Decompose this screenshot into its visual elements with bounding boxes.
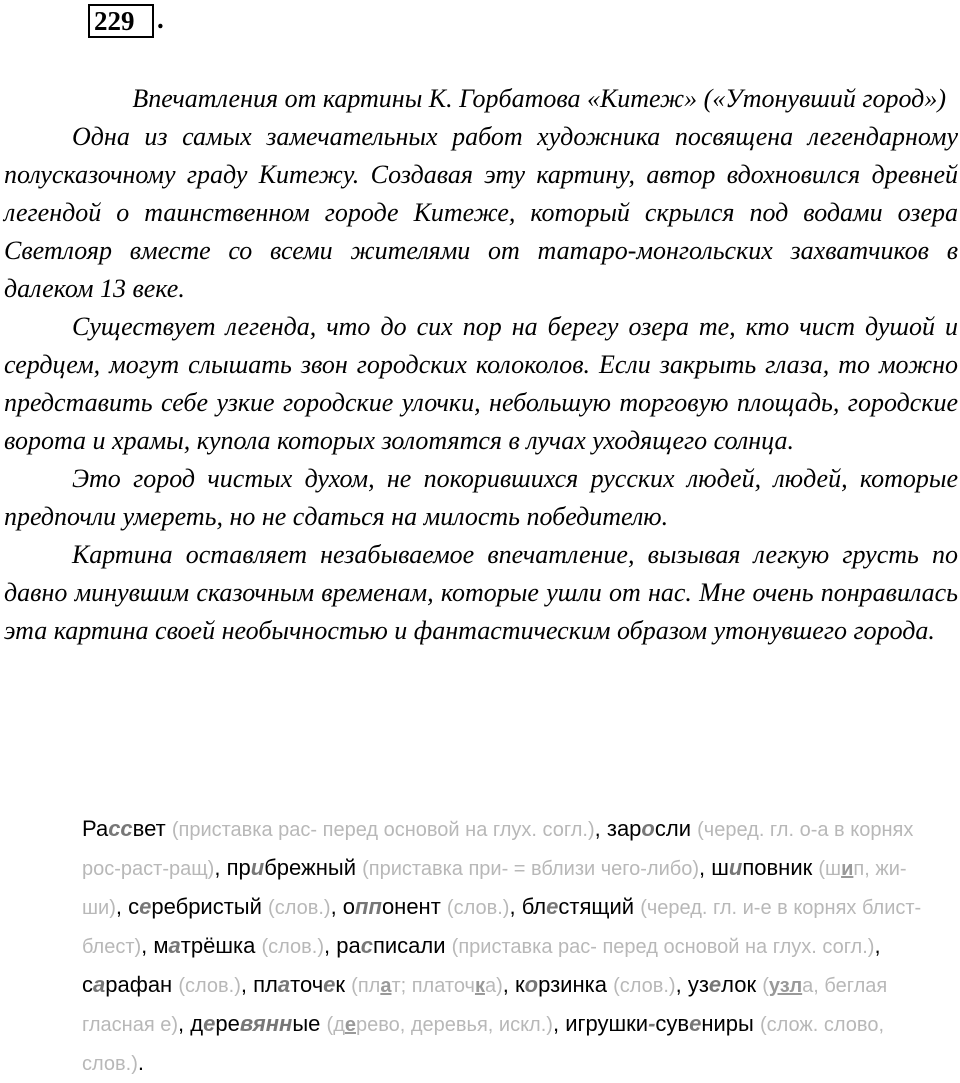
analysis-note: (шип, жи-ши) [82,858,907,919]
analysis-note: (слов.) [613,975,676,997]
analysis-word: шиповник [711,855,813,880]
analysis-word: узелок [687,972,757,997]
analysis-note: (плат; платочка) [351,975,503,997]
spelling-highlight: сс [108,816,133,841]
analysis-note: (приставка рас- перед основой на глух. согл.) [171,819,595,841]
exercise-number: 229 [88,4,154,38]
spelling-highlight: е [323,972,336,997]
analysis-note: (слов.) [178,975,241,997]
spelling-highlight: - [648,1011,656,1036]
spelling-highlight: е [546,894,559,919]
spelling-highlight: а [168,933,181,958]
analysis-word: прибрежный [226,855,356,880]
spelling-highlight: о [524,972,539,997]
spelling-highlight: а [93,972,106,997]
spelling-highlight: е [139,894,152,919]
analysis-note: (дерево, деревья, искл.) [326,1014,553,1036]
note-underline: и [841,858,854,880]
analysis-word: Рассвет [82,816,166,841]
analysis-word: расписали [336,933,446,958]
analysis-note: (приставка рас- перед основой на глух. согл.) [451,936,875,958]
analysis-note: (черед. гл. и-е в корнях блист-блест) [82,897,922,958]
spelling-highlight: е [203,1011,216,1036]
essay-paragraph: Существует легенда, что до сих пор на берегу озера те, кто чист душой и сердцем, могут слышать звон городских колоколов. Если закрыть глаза, то можно представить себе узкие городские улочки, небольшую торговую площадь, городские ворота и храмы, купола которых золотятся в лучах уходящего солнца. [4,312,958,455]
essay-title: Впечатления от картины К. Горбатова «Китеж» («Утонувший город») [132,84,946,113]
analysis-word: игрушки-сувениры [565,1011,754,1036]
spelling-highlight: е [689,1011,702,1036]
note-underline: а [380,975,392,997]
spelling-analysis [4,810,944,1083]
analysis-word: деревянные [190,1011,321,1036]
spelling-highlight: о [641,816,655,841]
note-underline: к [474,975,485,997]
essay-paragraph: Это город чистых духом, не покорившихся русских людей, людей, которые предпочли умереть, но не сдаться на милость победителю. [4,464,958,531]
analysis-note: (слов.) [446,897,510,919]
analysis-word: заросли [606,816,692,841]
analysis-note: (приставка при- = вблизи чего-либо) [362,858,699,880]
analysis-word: сарафан [82,972,173,997]
analysis-note: (слож. слово, слов.) [82,1014,884,1075]
essay-paragraph: Картина оставляет незабываемое впечатление, вызывая легкую грусть по давно минувшим сказочным временам, которые ушли от нас. Мне очень понравилась эта картина своей необычностью и фантастическим образом утонувшего города. [4,540,958,645]
analysis-note: (слов.) [268,897,331,919]
analysis-word: корзинка [515,972,607,997]
analysis-word: матрёшка [153,933,256,958]
analysis-word: серебристый [128,894,262,919]
analysis-note: (черед. гл. о-а в корнях рос-раст-ращ) [82,819,914,880]
spelling-highlight: и [250,855,265,880]
essay-paragraph: Одна из самых замечательных работ художника посвящена легендарному полусказочному граду Китежу. Создавая эту картину, автор вдохновился древней легендой о таинственном городе Китеже, который скрылся под водами озера Светлояр вместе со всеми жителями от татаро-монгольских захватчиков в далеком 13 веке. [4,122,958,303]
analysis-note: (слов.) [261,936,324,958]
note-underline: узл [768,975,803,997]
analysis-word: оппонент [342,894,441,919]
spelling-highlight: пп [355,894,382,919]
spelling-highlight: с [360,933,373,958]
analysis-note: (узла, беглая гласная е) [82,975,888,1036]
analysis-word: платочек [253,972,346,997]
spelling-highlight: и [728,855,743,880]
spelling-highlight: а [277,972,291,997]
note-underline: е [344,1014,356,1036]
exercise-number-dot: . [157,4,164,34]
spelling-highlight: е [708,972,722,997]
essay [4,80,958,650]
analysis-word: блестящий [521,894,635,919]
spelling-analysis-text: Рассвет (приставка рас- перед основой на глух. согл.), заросли (черед. гл. о-а в корнях рос-раст-ращ), прибрежный (приставка при- = вблизи чего-либо), шиповник (шип, жи-ши), серебристый (слов.), оппонент (слов.), блестящий (черед. гл. и-е в корнях блист-блест), матрёшка (слов.), расписали (приставка рас- перед основой на глух. согл.), сарафан (слов.), платочек (плат; платочка), корзинка (слов.), узелок (узла, беглая гласная е), деревянные (дерево, деревья, искл.), игрушки-сувениры (слож. слово, слов.). [82,816,922,1075]
spelling-highlight: вянн [239,1011,293,1036]
